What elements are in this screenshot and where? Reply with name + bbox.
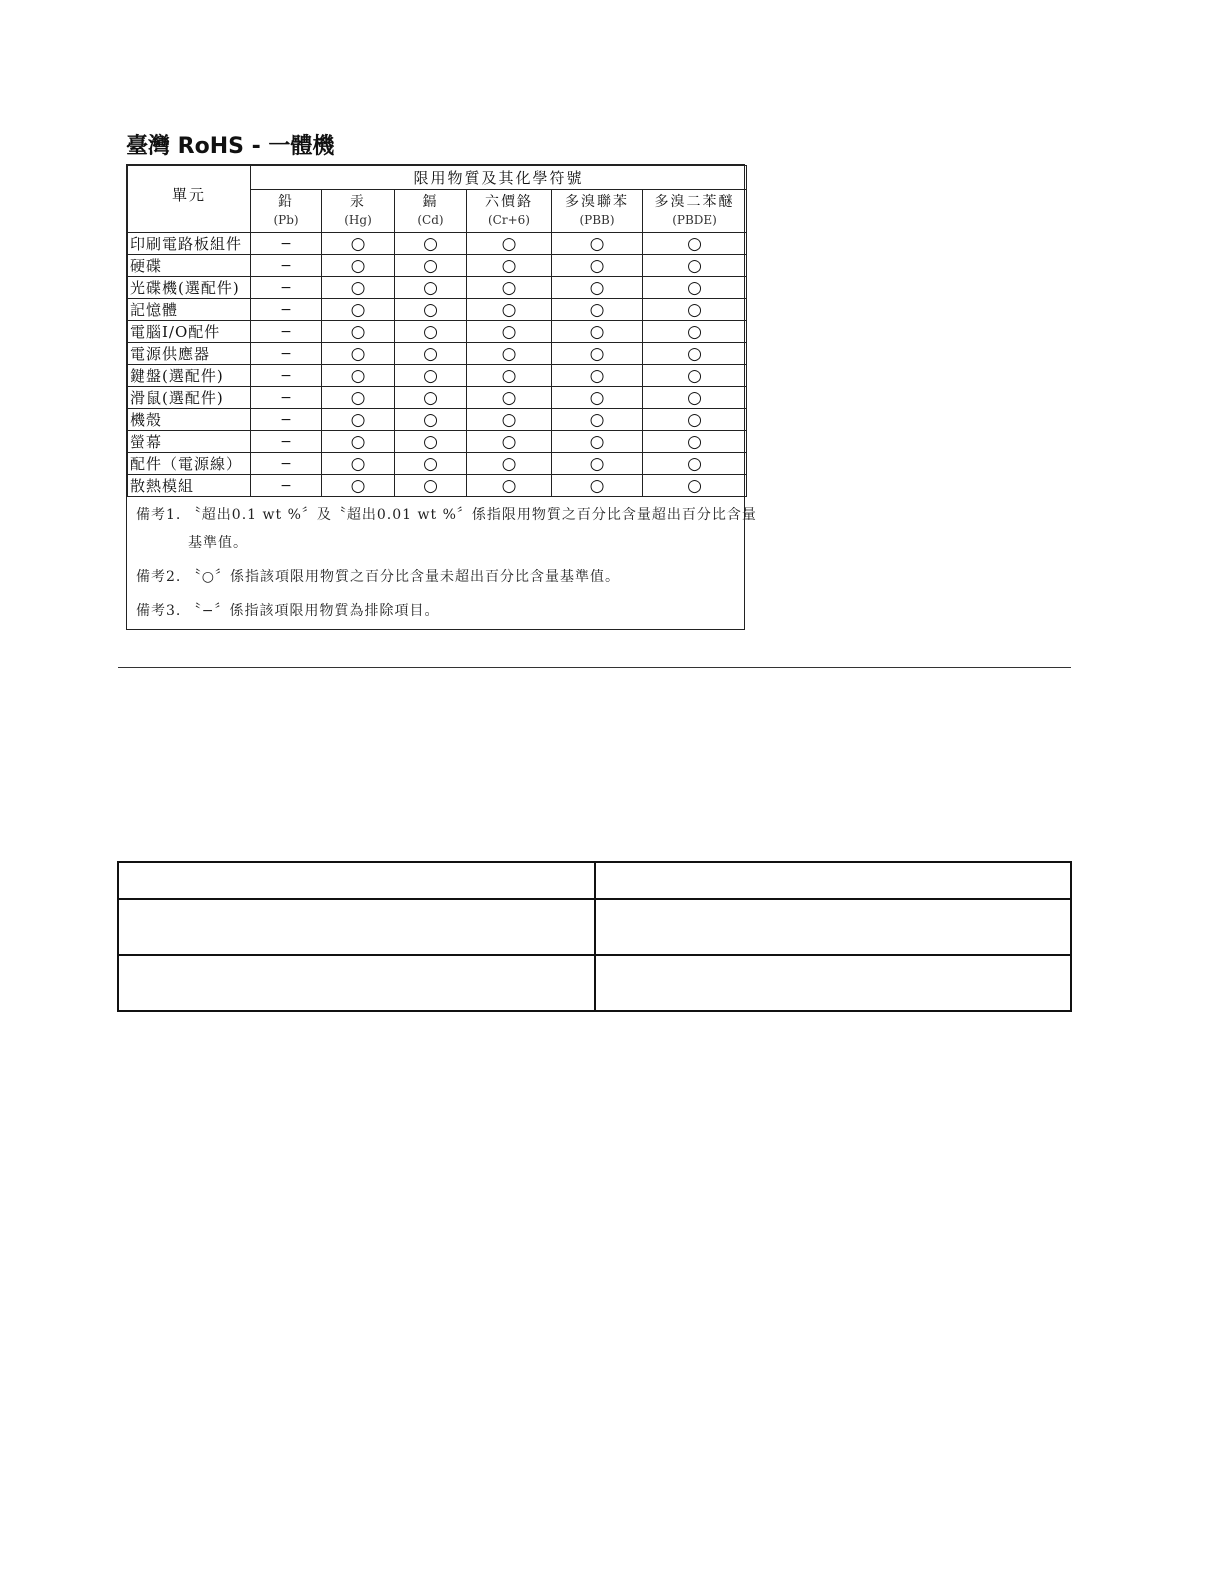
section-divider — [118, 667, 1071, 668]
substance-value: ○ — [322, 277, 395, 299]
table-row — [128, 387, 747, 409]
substance-value: ○ — [467, 453, 552, 475]
substance-value: ○ — [643, 255, 747, 277]
empty-cell — [118, 899, 595, 955]
substance-value: ○ — [552, 321, 643, 343]
substance-name: 六價鉻 — [485, 194, 533, 210]
part-name: 鍵盤(選配件) — [128, 365, 251, 387]
substance-value: ○ — [467, 277, 552, 299]
page-title: 臺灣 RoHS - 一體機 — [126, 134, 335, 159]
substance-value: − — [251, 409, 322, 431]
part-name: 滑鼠(選配件) — [128, 387, 251, 409]
substance-value: − — [251, 431, 322, 453]
note-1 — [136, 501, 757, 557]
substance-value: ○ — [395, 453, 467, 475]
note-2: 備考2. 〝○〞係指該項限用物質之百分比含量未超出百分比含量基準值。 — [136, 569, 621, 585]
substance-value: ○ — [395, 343, 467, 365]
substance-value: ○ — [552, 277, 643, 299]
substance-value: − — [251, 365, 322, 387]
substance-value: ○ — [395, 255, 467, 277]
part-name: 光碟機(選配件) — [128, 277, 251, 299]
table-row — [128, 431, 747, 453]
table-row — [128, 475, 747, 497]
table-row — [128, 233, 747, 255]
substance-value: ○ — [395, 387, 467, 409]
substance-value: − — [251, 255, 322, 277]
substance-value: − — [251, 475, 322, 497]
substance-value: ○ — [395, 409, 467, 431]
empty-cell — [118, 955, 595, 1011]
table-row — [128, 277, 747, 299]
substance-value: ○ — [322, 255, 395, 277]
empty-cell — [595, 955, 1072, 1011]
substance-value: ○ — [467, 343, 552, 365]
note-1-line-2: 基準值。 — [188, 535, 248, 551]
empty-cell — [118, 862, 595, 899]
substance-value: ○ — [467, 387, 552, 409]
substance-value: ○ — [552, 343, 643, 365]
substance-value: ○ — [643, 299, 747, 321]
substance-value: ○ — [467, 475, 552, 497]
substance-value: ○ — [643, 233, 747, 255]
table-row — [128, 365, 747, 387]
substance-value: − — [251, 343, 322, 365]
substance-symbol: (PBDE) — [672, 213, 717, 227]
part-name: 配件（電源線） — [128, 453, 251, 475]
substance-value: ○ — [322, 321, 395, 343]
table-row — [128, 321, 747, 343]
substance-symbol: (PBB) — [579, 213, 615, 227]
substance-value: ○ — [395, 233, 467, 255]
substance-value: ○ — [467, 431, 552, 453]
substance-header — [643, 190, 747, 233]
rohs-table-box — [126, 164, 757, 630]
table-row — [128, 343, 747, 365]
substance-name: 多溴二苯醚 — [654, 194, 735, 210]
empty-cell — [595, 862, 1072, 899]
substance-symbol: (Hg) — [344, 213, 372, 227]
table-row — [128, 299, 747, 321]
substance-value: ○ — [322, 409, 395, 431]
substance-value: ○ — [467, 409, 552, 431]
part-name: 記憶體 — [128, 299, 251, 321]
rohs-substance-table — [127, 165, 747, 497]
substance-name: 汞 — [350, 194, 366, 210]
substance-symbol: (Pb) — [273, 213, 299, 227]
substance-value: ○ — [643, 453, 747, 475]
table-row — [128, 409, 747, 431]
table-row — [128, 453, 747, 475]
substance-value: ○ — [643, 321, 747, 343]
substance-value: − — [251, 233, 322, 255]
substance-value: ○ — [322, 475, 395, 497]
substance-value: − — [251, 387, 322, 409]
substance-value: ○ — [552, 233, 643, 255]
substance-value: ○ — [395, 475, 467, 497]
part-name: 電腦I/O配件 — [128, 321, 251, 343]
substance-value: ○ — [322, 453, 395, 475]
substance-value: ○ — [643, 475, 747, 497]
notes — [136, 501, 757, 619]
substance-value: ○ — [322, 365, 395, 387]
substance-value: ○ — [552, 299, 643, 321]
part-name: 硬碟 — [128, 255, 251, 277]
substance-value: − — [251, 299, 322, 321]
substance-symbol: (Cd) — [417, 213, 444, 227]
substance-group-header: 限用物質及其化學符號 — [251, 166, 747, 190]
substance-value: ○ — [467, 365, 552, 387]
substance-value: ○ — [643, 409, 747, 431]
substance-value: ○ — [643, 277, 747, 299]
substance-value: ○ — [467, 255, 552, 277]
substance-header — [395, 190, 467, 233]
substance-value: ○ — [552, 255, 643, 277]
part-name: 印刷電路板組件 — [128, 233, 251, 255]
substance-value: ○ — [395, 321, 467, 343]
substance-value: ○ — [395, 365, 467, 387]
substance-value: ○ — [322, 299, 395, 321]
substance-value: ○ — [643, 431, 747, 453]
note-3: 備考3. 〝−〞係指該項限用物質為排除項目。 — [136, 603, 440, 619]
substance-header — [251, 190, 322, 233]
substance-value: ○ — [395, 277, 467, 299]
substance-value: ○ — [643, 343, 747, 365]
substance-value: ○ — [467, 299, 552, 321]
substance-value: − — [251, 321, 322, 343]
substance-name: 鉛 — [278, 194, 294, 210]
substance-symbol: (Cr+6) — [488, 213, 530, 227]
substance-value: ○ — [395, 431, 467, 453]
substance-header — [322, 190, 395, 233]
unit-header: 單元 — [128, 166, 251, 233]
substance-value: − — [251, 277, 322, 299]
substance-value: ○ — [552, 475, 643, 497]
substance-value: ○ — [552, 431, 643, 453]
substance-value: ○ — [552, 409, 643, 431]
note-1-line-1: 備考1. 〝超出0.1 wt %〞及〝超出0.01 wt %〞係指限用物質之百分比含量超出百分比含量 — [136, 507, 757, 523]
substance-value: ○ — [643, 365, 747, 387]
substance-value: ○ — [322, 233, 395, 255]
part-name: 電源供應器 — [128, 343, 251, 365]
part-name: 螢幕 — [128, 431, 251, 453]
substance-value: ○ — [467, 233, 552, 255]
table-row — [128, 255, 747, 277]
empty-cell — [595, 899, 1072, 955]
substance-value: ○ — [467, 321, 552, 343]
substance-value: ○ — [322, 431, 395, 453]
substance-value: ○ — [552, 453, 643, 475]
part-name: 散熱模組 — [128, 475, 251, 497]
empty-table — [117, 861, 1072, 1012]
part-name: 機殼 — [128, 409, 251, 431]
substance-value: ○ — [643, 387, 747, 409]
substance-value: ○ — [322, 387, 395, 409]
substance-value: ○ — [552, 365, 643, 387]
substance-name: 多溴聯苯 — [565, 194, 629, 210]
substance-value: ○ — [322, 343, 395, 365]
substance-name: 鎘 — [422, 194, 439, 210]
substance-value: ○ — [552, 387, 643, 409]
substance-header — [552, 190, 643, 233]
substance-header — [467, 190, 552, 233]
substance-value: − — [251, 453, 322, 475]
substance-value: ○ — [395, 299, 467, 321]
